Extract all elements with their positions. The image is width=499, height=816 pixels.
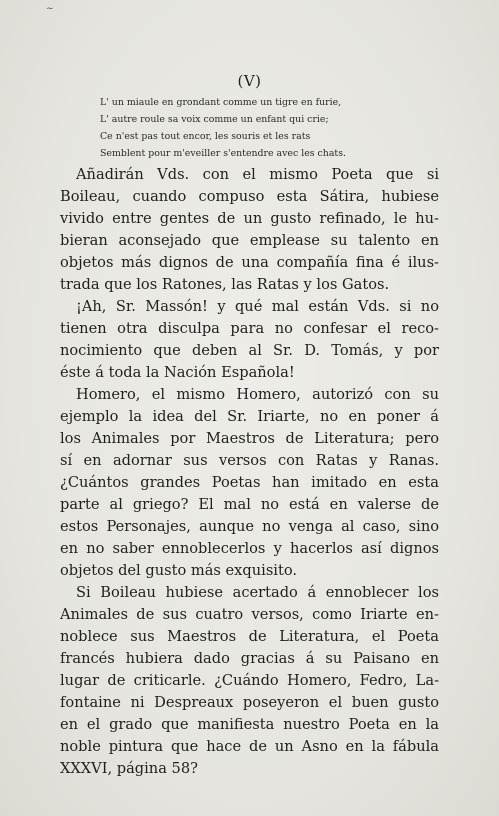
paragraph-line: en el grado que manifiesta nuestro Poeta en la — [60, 716, 439, 733]
paragraph-line: ¡Ah, Sr. Massón! y qué mal están Vds. si no — [76, 298, 439, 315]
paragraph-line: bieran aconsejado que emplease su talento en — [60, 232, 439, 249]
paragraph-line: noble pintura que hace de un Asno en la fábula — [60, 738, 439, 755]
paragraph-line: los Animales por Maestros de Literatura; pero — [60, 430, 439, 447]
paragraph-line: estos Personajes, aunque no venga al caso, sino — [60, 518, 439, 535]
paragraph-line: Boileau, cuando compuso esta Sátira, hubiese — [60, 188, 439, 205]
verse-line: Semblent pour m'eveiller s'entendre avec les chats. — [100, 148, 346, 159]
paragraph-line: XXXVI, página 58? — [60, 760, 198, 777]
paragraph-line: ¿Cuántos grandes Poetas han imitado en esta — [60, 474, 439, 491]
paragraph-line: objetos más dignos de una compañía fina é ilus- — [60, 254, 439, 271]
corner-marker: ~ — [46, 4, 54, 14]
paragraph-line: lugar de criticarle. ¿Cuándo Homero, Fedro, La- — [60, 672, 439, 689]
paragraph-line: francés hubiera dado gracias á su Paisano en — [60, 650, 439, 667]
paragraph-line: parte al griego? El mal no está en valerse de — [60, 496, 439, 513]
paragraph-line: sí en adornar sus versos con Ratas y Ranas. — [60, 452, 439, 469]
paragraph-line: trada que los Ratones, las Ratas y los Gatos. — [60, 276, 390, 293]
paragraph-line: Si Boileau hubiese acertado á ennoblecer los — [76, 584, 439, 601]
paragraph-line: Homero, el mismo Homero, autorizó con su — [76, 386, 439, 403]
verse-line: L' autre roule sa voix comme un enfant qui crie; — [100, 114, 329, 125]
verse-line: Ce n'est pas tout encor, les souris et les rats — [100, 131, 311, 142]
paragraph-line: Animales de sus cuatro versos, como Iriarte en- — [60, 606, 439, 623]
paragraph-line: fontaine ni Despreaux poseyeron el buen gusto — [60, 694, 439, 711]
verse-line: L' un miaule en grondant comme un tigre en furie, — [100, 97, 342, 108]
paragraph-line: objetos del gusto más exquisito. — [60, 562, 298, 579]
paragraph-line: vivido entre gentes de un gusto refinado, le hu- — [60, 210, 439, 227]
paragraph-line: nocimiento que deben al Sr. D. Tomás, y por — [60, 342, 439, 359]
paragraph-line: en no saber ennoblecerlos y hacerlos así dignos — [60, 540, 439, 557]
paragraph-line: Añadirán Vds. con el mismo Poeta que si — [76, 166, 439, 183]
page-number: (V) — [237, 72, 262, 90]
paragraph-line: tienen otra disculpa para no confesar el reco- — [60, 320, 439, 337]
paragraph-line: noblece sus Maestros de Literatura, el Poeta — [60, 628, 439, 645]
paragraph-line: éste á toda la Nación Española! — [60, 364, 295, 381]
paragraph-line: ejemplo la idea del Sr. Iriarte, no en poner á — [60, 408, 439, 425]
